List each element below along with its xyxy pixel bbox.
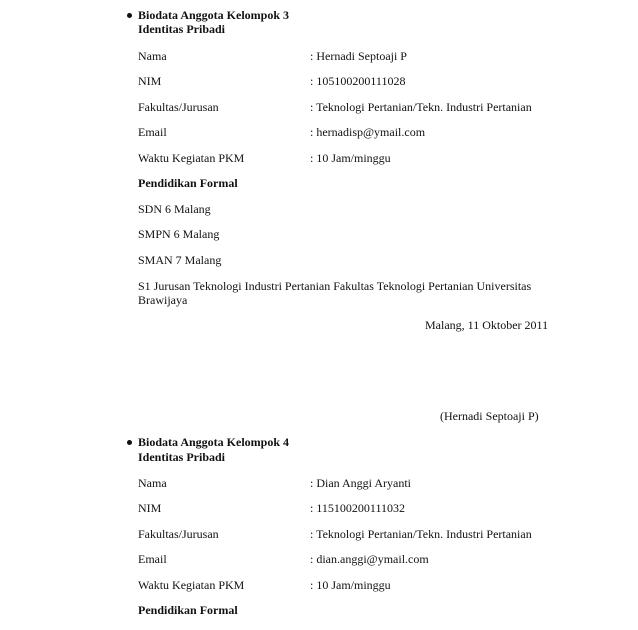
field-label: Nama xyxy=(138,49,167,63)
field-value: : Teknologi Pertanian/Tekn. Industri Pertanian xyxy=(310,527,532,541)
field-label: NIM xyxy=(138,74,162,88)
bullet-icon xyxy=(127,440,132,445)
field-label: Fakultas/Jurusan xyxy=(138,527,219,541)
field-label: Fakultas/Jurusan xyxy=(138,100,219,114)
field-label: Email xyxy=(138,125,167,139)
education-item: SMPN 6 Malang xyxy=(138,227,220,241)
field-label: Email xyxy=(138,552,167,566)
field-label: Waktu Kegiatan PKM xyxy=(138,151,245,165)
bullet-icon xyxy=(127,13,132,18)
field-label: Waktu Kegiatan PKM xyxy=(138,578,245,592)
education-university: S1 Jurusan Teknologi Industri Pertanian Fakultas Teknologi Pertanian Universitas Brawijaya xyxy=(138,279,532,307)
section-subtitle: Identitas Pribadi xyxy=(138,450,226,464)
education-item: SDN 6 Malang xyxy=(138,202,211,216)
field-value: : 115100200111032 xyxy=(310,501,405,515)
education-heading: Pendidikan Formal xyxy=(138,176,238,190)
field-value: : hernadisp@ymail.com xyxy=(310,125,426,139)
field-value: : 105100200111028 xyxy=(310,74,406,88)
field-value: : 10 Jam/minggu xyxy=(310,578,391,592)
field-label: NIM xyxy=(138,501,162,515)
section-subtitle: Identitas Pribadi xyxy=(138,22,226,36)
field-value: : Hernadi Septoaji P xyxy=(310,49,407,63)
section-title: Biodata Anggota Kelompok 3 xyxy=(138,8,290,22)
field-value: : 10 Jam/minggu xyxy=(310,151,391,165)
section-title: Biodata Anggota Kelompok 4 xyxy=(138,435,290,449)
field-value: : Teknologi Pertanian/Tekn. Industri Pertanian xyxy=(310,100,532,114)
signature-name: (Hernadi Septoaji P) xyxy=(440,409,539,423)
place-date: Malang, 11 Oktober 2011 xyxy=(425,318,549,332)
field-label: Nama xyxy=(138,476,167,490)
field-value: : Dian Anggi Aryanti xyxy=(310,476,411,490)
field-value: : dian.anggi@ymail.com xyxy=(310,552,429,566)
education-item: SMAN 7 Malang xyxy=(138,253,222,267)
education-heading: Pendidikan Formal xyxy=(138,603,238,617)
